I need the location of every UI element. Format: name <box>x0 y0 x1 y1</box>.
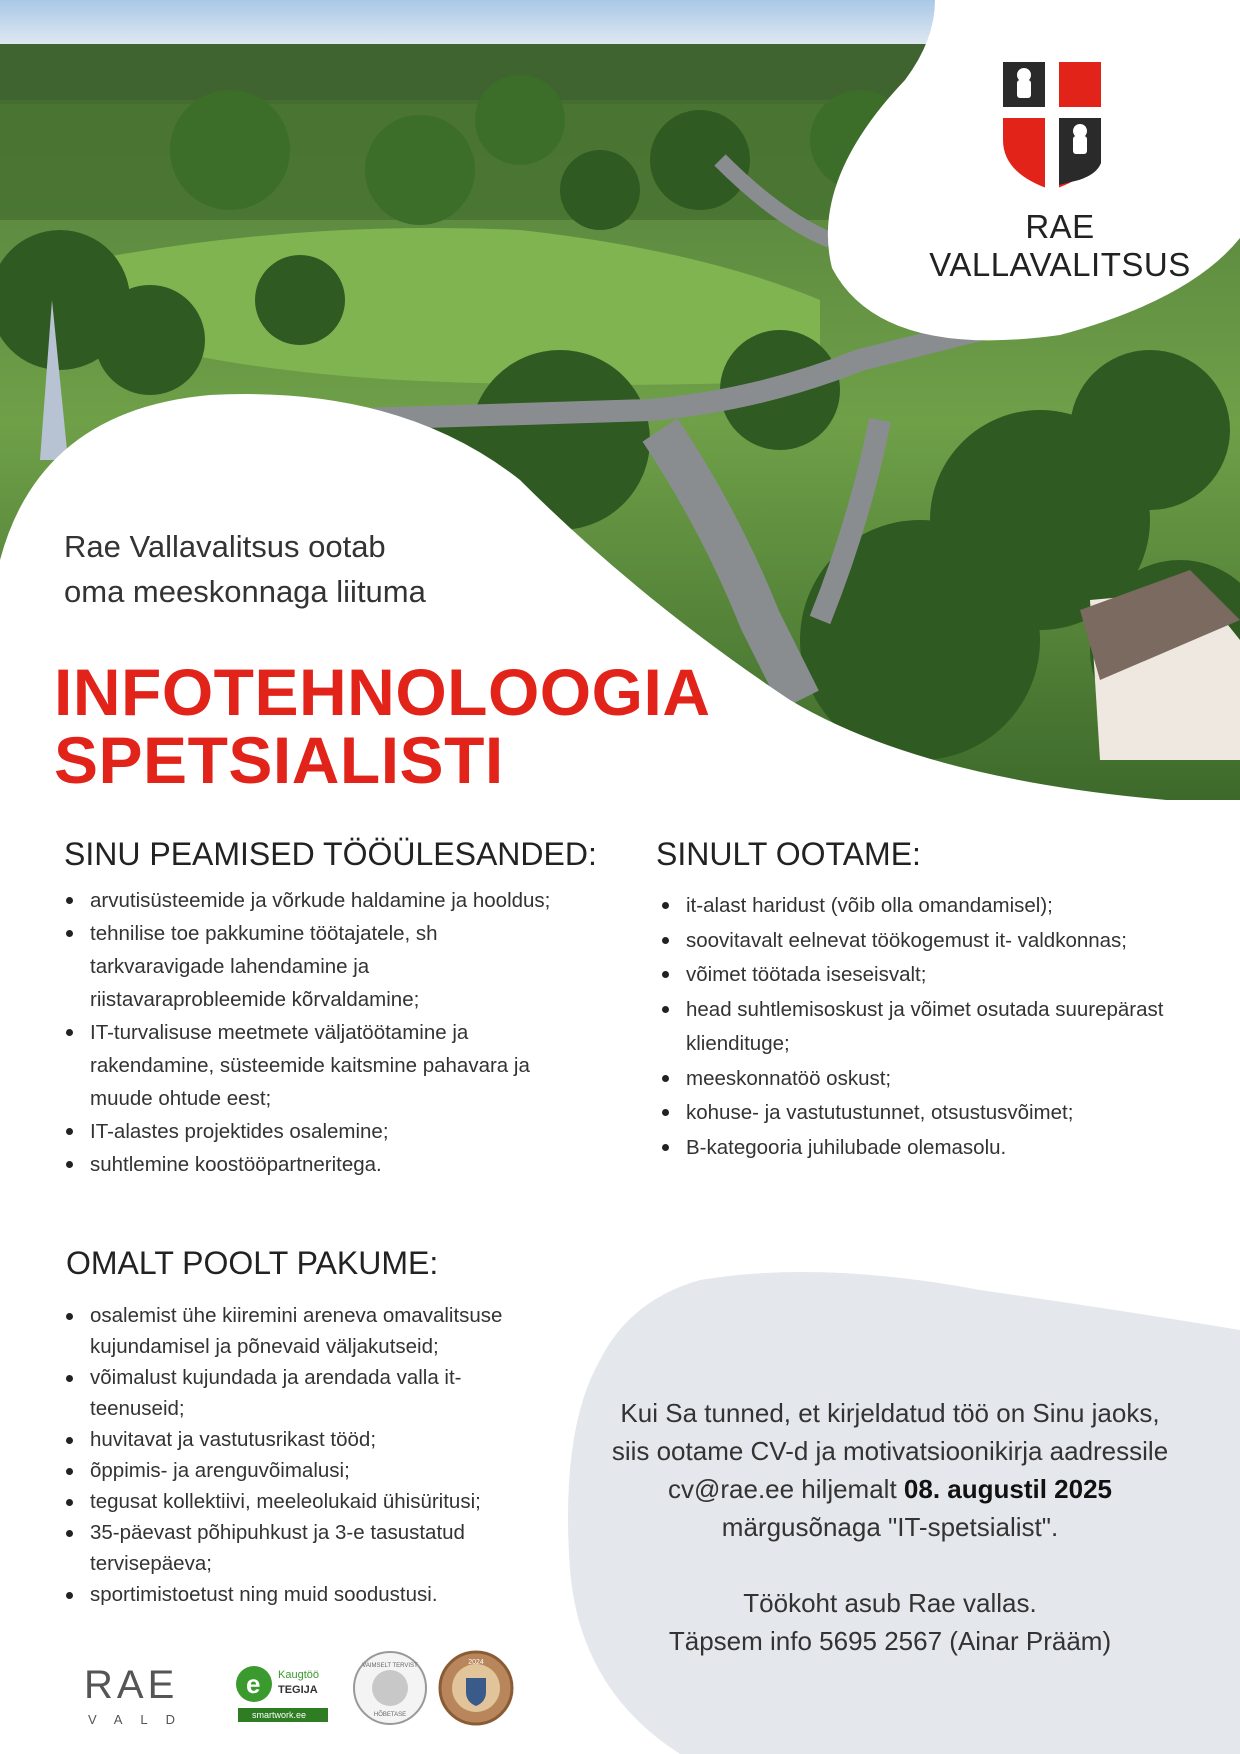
apply-deadline: 08. augustil 2025 <box>903 1474 1113 1504</box>
kaugtoo-line-1: Kaugtöö <box>278 1669 319 1681</box>
apply-line-4: märgusõnaga "IT-spetsialist". <box>721 1512 1059 1542</box>
rae-vald-logo-word: RAE <box>84 1663 179 1707</box>
list-item: soovitavalt eelnevat töökogemust it- valdkonnas; <box>660 924 1200 959</box>
list-item: kohuse- ja vastutustunnet, otsustusvõimet; <box>660 1096 1200 1131</box>
intro-line-2: oma meeskonnaga liituma <box>64 574 426 609</box>
award-seal-2024 <box>438 1650 514 1726</box>
apply-info <box>600 1394 1180 1660</box>
partner-logos <box>80 1650 520 1730</box>
job-title <box>54 655 711 797</box>
list-item: it-alast haridust (võib olla omandamisel); <box>660 889 1200 924</box>
apply-email-text: cv@rae.ee hiljemalt <box>667 1474 904 1504</box>
list-item: võimalust kujundada ja arendada valla it-teenuseid; <box>64 1362 544 1424</box>
list-item: tehnilise toe pakkumine töötajatele, sh tarkvaravigade lahendamine ja riistavaraprobleemide kõrvaldamine; <box>64 917 564 1016</box>
seal-year: 2024 <box>468 1659 484 1666</box>
intro-line-1: Rae Vallavalitsus ootab <box>64 529 386 564</box>
job-title-line-2: SPETSIALISTI <box>54 723 504 797</box>
kaugtoo-line-2: TEGIJA <box>278 1684 318 1696</box>
list-item: suhtlemine koostööpartneritega. <box>64 1148 564 1181</box>
apply-line-1: Kui Sa tunned, et kirjeldatud töö on Sinu jaoks, <box>620 1398 1160 1428</box>
list-item: IT-turvalisuse meetmete väljatöötamine ja rakendamine, süsteemide kaitsmine pahavara ja muude ohtude eest; <box>64 1016 564 1115</box>
offer-list <box>64 1300 544 1610</box>
list-item: B-kategooria juhilubade olemasolu. <box>660 1131 1200 1166</box>
expect-heading: SINULT OOTAME: <box>656 836 921 872</box>
apply-location: Töökoht asub Rae vallas. <box>743 1588 1037 1618</box>
intro-text <box>64 524 426 614</box>
list-item: huvitavat ja vastutusrikast tööd; <box>64 1424 544 1455</box>
vaimselt-tervist-badge <box>352 1650 428 1726</box>
list-item: IT-alastes projektides osalemine; <box>64 1115 564 1148</box>
rae-vald-logo-sub: VALD <box>88 1712 193 1727</box>
tervis-bottom: HÕBETASE <box>373 1712 407 1718</box>
job-title-line-1: INFOTEHNOLOOGIA <box>54 655 711 729</box>
list-item: head suhtlemisoskust ja võimet osutada suurepärast kliendituge; <box>660 993 1200 1062</box>
list-item: 35-päevast põhipuhkust ja 3-e tasustatud tervisepäeva; <box>64 1517 544 1579</box>
brand-name: RAE VALLAVALITSUS <box>929 208 1191 283</box>
list-item: võimet töötada iseseisvalt; <box>660 958 1200 993</box>
list-item: osalemist ühe kiiremini areneva omavalitsuse kujundamisel ja põnevaid väljakutseid; <box>64 1300 544 1362</box>
tervis-top: VAIMSELT TERVIST <box>362 1663 418 1669</box>
svg-text:e: e <box>246 1669 261 1699</box>
expect-list <box>660 889 1200 1165</box>
list-item: õppimis- ja arenguvõimalusi; <box>64 1455 544 1486</box>
apply-line-2: siis ootame CV-d ja motivatsioonikirja aadressile <box>611 1436 1169 1466</box>
kaugtoo-tegija-logo <box>234 1656 334 1722</box>
list-item: meeskonnatöö oskust; <box>660 1062 1200 1097</box>
rae-vald-logo <box>84 1658 194 1728</box>
kaugtoo-url: smartwork.ee <box>252 1710 307 1720</box>
list-item: arvutisüsteemide ja võrkude haldamine ja hooldus; <box>64 884 564 917</box>
tasks-list <box>64 884 564 1181</box>
tasks-heading: SINU PEAMISED TÖÖÜLESANDED: <box>64 836 597 872</box>
list-item: tegusat kollektiivi, meeleolukaid ühisüritusi; <box>64 1486 544 1517</box>
offer-heading: OMALT POOLT PAKUME: <box>66 1245 439 1281</box>
list-item: sportimistoetust ning muid soodustusi. <box>64 1579 544 1610</box>
apply-line-3 <box>600 1470 1180 1508</box>
apply-contact: Täpsem info 5695 2567 (Ainar Prääm) <box>668 1626 1112 1656</box>
rae-coat-of-arms-logo <box>1003 62 1101 190</box>
